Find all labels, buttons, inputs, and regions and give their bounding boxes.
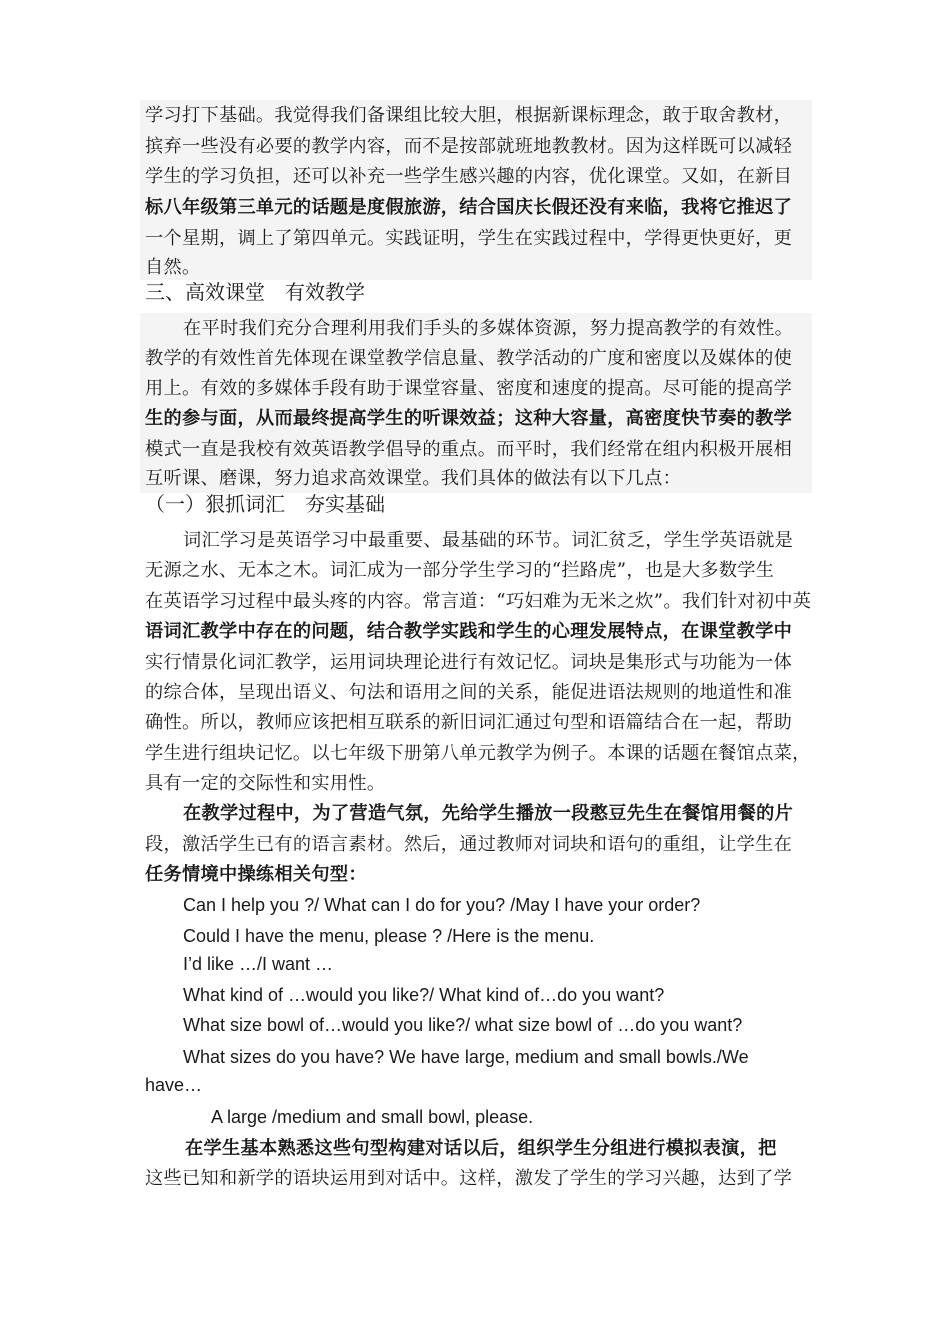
text-line: 自然。 xyxy=(145,257,201,278)
text-line: 学生的学习负担，还可以补充一些学生感兴趣的内容，优化课堂。又如，在新目 xyxy=(145,166,793,187)
sentence-pattern: What kind of …would you like?/ What kind of…do you want? xyxy=(183,985,665,1005)
sentence-pattern: Can I help you ?/ What can I do for you? /May I have your order? xyxy=(183,895,701,915)
text-line: 互听课、磨课，努力追求高效课堂。我们具体的做法有以下几点： xyxy=(145,468,682,489)
sentence-pattern: A large /medium and small bowl, please. xyxy=(211,1107,534,1127)
sentence-pattern: have… xyxy=(145,1075,203,1095)
text-line: 语词汇教学中存在的问题，结合教学实践和学生的心理发展特点，在课堂教学中 xyxy=(145,621,793,642)
text-line: 学生进行组块记忆。以七年级下册第八单元教学为例子。本课的话题在餐馆点菜， xyxy=(145,743,811,764)
text-line: 词汇学习是英语学习中最重要、最基础的环节。词汇贫乏，学生学英语就是 xyxy=(183,530,794,551)
text-line: 标八年级第三单元的话题是度假旅游，结合国庆长假还没有来临，我将它推迟了 xyxy=(145,197,793,218)
text-line: 在平时我们充分合理利用我们手头的多媒体资源，努力提高教学的有效性。 xyxy=(183,318,794,339)
text-line: 教学的有效性首先体现在课堂教学信息量、教学活动的广度和密度以及媒体的使 xyxy=(145,348,793,369)
text-line: 在教学过程中，为了营造气氛，先给学生播放一段憨豆先生在餐馆用餐的片 xyxy=(183,803,794,824)
section-heading-3: 三、高效课堂 有效教学 xyxy=(145,280,365,304)
text-line: 任务情境中操练相关句型： xyxy=(145,864,367,885)
text-line: 的综合体，呈现出语义、句法和语用之间的关系，能促进语法规则的地道性和准 xyxy=(145,682,793,703)
text-line: 实行情景化词汇教学，运用词块理论进行有效记忆。词块是集形式与功能为一体 xyxy=(145,652,793,673)
text-line: 段，激活学生已有的语言素材。然后，通过教师对词块和语句的重组，让学生在 xyxy=(145,834,793,855)
sentence-pattern: What sizes do you have? We have large, medium and small bowls./We xyxy=(183,1047,749,1067)
text-line: 这些已知和新学的语块运用到对话中。这样，激发了学生的学习兴趣，达到了学 xyxy=(145,1168,793,1189)
text-line: 生的参与面，从而最终提高学生的听课效益；这种大容量，高密度快节奏的教学 xyxy=(145,408,793,429)
sentence-pattern: I’d like …/I want … xyxy=(183,954,334,974)
subsection-heading-1: （一）狠抓词汇 夯实基础 xyxy=(145,492,385,516)
text-line: 无源之水、无本之木。词汇成为一部分学生学习的“拦路虎”，也是大多数学生 xyxy=(145,560,775,581)
text-line: 在学生基本熟悉这些句型构建对话以后，组织学生分组进行模拟表演，把 xyxy=(185,1138,777,1159)
text-line: 在英语学习过程中最头疼的内容。常言道：“巧妇难为无米之炊”。我们针对初中英 xyxy=(145,591,812,612)
text-line: 模式一直是我校有效英语教学倡导的重点。而平时，我们经常在组内积极开展相 xyxy=(145,439,793,460)
sentence-pattern: Could I have the menu, please ? /Here is the menu. xyxy=(183,926,595,946)
sentence-pattern: What size bowl of…would you like?/ what size bowl of …do you want? xyxy=(183,1015,743,1035)
text-line: 一个星期，调上了第四单元。实践证明，学生在实践过程中，学得更快更好，更 xyxy=(145,228,793,249)
text-line: 确性。所以，教师应该把相互联系的新旧词汇通过句型和语篇结合在一起，帮助 xyxy=(145,712,793,733)
text-line: 具有一定的交际性和实用性。 xyxy=(145,773,386,794)
text-line: 用上。有效的多媒体手段有助于课堂容量、密度和速度的提高。尽可能的提高学 xyxy=(145,378,793,399)
text-line: 学习打下基础。我觉得我们备课组比较大胆，根据新课标理念，敢于取舍教材， xyxy=(145,105,793,126)
text-line: 摈弃一些没有必要的教学内容，而不是按部就班地教教材。因为这样既可以减轻 xyxy=(145,136,793,157)
